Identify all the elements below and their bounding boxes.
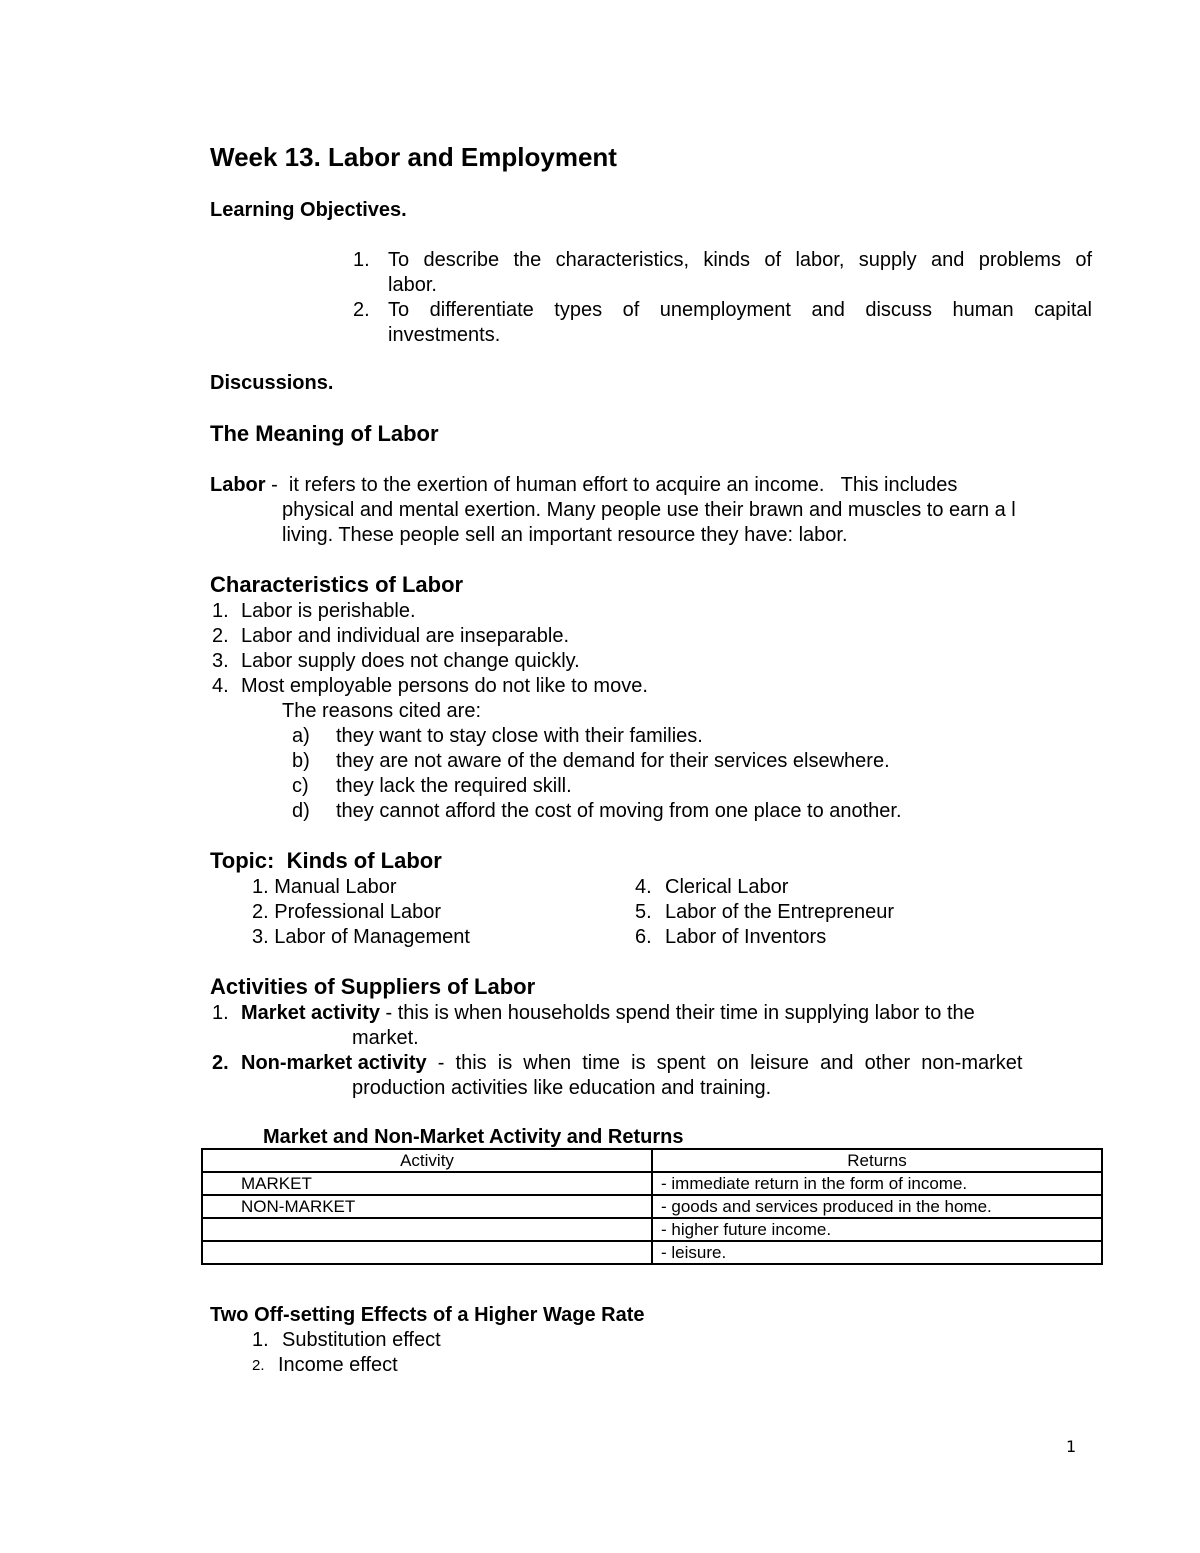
returns-cell: - immediate return in the form of income.: [652, 1172, 1102, 1195]
kind-6-text: Labor of Inventors: [665, 926, 827, 948]
reason-a-text: they want to stay close with their families.: [336, 725, 703, 747]
labor-definition-line3: living. These people sell an important resource they have: labor.: [282, 524, 848, 546]
returns-cell: - leisure.: [652, 1241, 1102, 1264]
objective-1-number: 1.: [353, 249, 370, 271]
activity-2-number: 2.: [212, 1052, 229, 1074]
objective-2-line2: investments.: [388, 324, 501, 346]
reason-b-text: they are not aware of the demand for their services elsewhere.: [336, 750, 890, 772]
discussions-heading: Discussions.: [210, 372, 334, 394]
characteristic-4-number: 4.: [212, 675, 229, 697]
activity-2-line2: production activities like education and training.: [352, 1077, 772, 1099]
reason-a-letter: a): [292, 725, 310, 747]
kind-4-text: Clerical Labor: [665, 876, 789, 898]
column-header-returns: Returns: [652, 1149, 1102, 1172]
activity-1-number: 1.: [212, 1002, 229, 1024]
reasons-intro: The reasons cited are:: [282, 700, 481, 722]
market-activity-text: - this is when households spend their time in supplying labor to the: [379, 1002, 975, 1024]
page-number: 1: [1066, 1437, 1077, 1456]
objective-2-line1: To differentiate types of unemployment and discuss human capital: [388, 299, 1092, 321]
table-header-row: [202, 1149, 1102, 1172]
objectives-heading: Learning Objectives.: [210, 199, 407, 221]
kind-6-number: 6.: [635, 926, 652, 948]
objective-2-number: 2.: [353, 299, 370, 321]
objective-1-line2: labor.: [388, 274, 437, 296]
labor-term: Labor: [210, 474, 266, 496]
wage-effect-1-number: 1.: [252, 1329, 269, 1351]
objective-1-line1: To describe the characteristics, kinds of labor, supply and problems of: [388, 249, 1092, 271]
reason-b-letter: b): [292, 750, 310, 772]
characteristic-4-text: Most employable persons do not like to move.: [241, 675, 648, 697]
activity-cell: [202, 1218, 652, 1241]
table-row: [202, 1241, 1102, 1264]
activities-heading: Activities of Suppliers of Labor: [210, 974, 536, 999]
wage-heading: Two Off-setting Effects of a Higher Wage Rate: [210, 1304, 645, 1326]
table-row: [202, 1218, 1102, 1241]
characteristics-heading: Characteristics of Labor: [210, 572, 464, 597]
returns-cell: - higher future income.: [652, 1218, 1102, 1241]
meaning-heading: The Meaning of Labor: [210, 421, 439, 446]
table-row: [202, 1172, 1102, 1195]
activity-1-line2: market.: [352, 1027, 419, 1049]
kind-2: 2. Professional Labor: [252, 901, 442, 923]
reason-c-letter: c): [292, 775, 309, 797]
kind-4-number: 4.: [635, 876, 652, 898]
wage-effect-1-text: Substitution effect: [282, 1329, 441, 1351]
characteristic-2-text: Labor and individual are inseparable.: [241, 625, 570, 647]
labor-definition-line1: [210, 473, 1092, 498]
reason-c-text: they lack the required skill.: [336, 775, 572, 797]
non-market-activity-text: - this is when time is spent on leisure and other non-market: [426, 1052, 1023, 1074]
activity-cell: [202, 1241, 652, 1264]
non-market-activity-term: Non-market activity: [241, 1052, 427, 1074]
characteristic-1-text: Labor is perishable.: [241, 600, 416, 622]
kind-3: 3. Labor of Management: [252, 926, 470, 948]
page-title: Week 13. Labor and Employment: [210, 142, 617, 172]
activity-cell: MARKET: [202, 1172, 652, 1195]
characteristic-1-number: 1.: [212, 600, 229, 622]
returns-table: [201, 1148, 1103, 1265]
table-row: [202, 1195, 1102, 1218]
characteristic-3-number: 3.: [212, 650, 229, 672]
activity-cell: NON-MARKET: [202, 1195, 652, 1218]
kind-1: 1. Manual Labor: [252, 876, 397, 898]
kind-5-text: Labor of the Entrepreneur: [665, 901, 895, 923]
reason-d-letter: d): [292, 800, 310, 822]
characteristic-2-number: 2.: [212, 625, 229, 647]
market-activity-term: Market activity: [241, 1002, 380, 1024]
kind-5-number: 5.: [635, 901, 652, 923]
table-caption: Market and Non-Market Activity and Returns: [263, 1126, 684, 1148]
wage-effect-2-number: 2.: [252, 1357, 265, 1374]
wage-effect-2-text: Income effect: [278, 1354, 398, 1376]
labor-definition-line2: physical and mental exertion. Many people use their brawn and muscles to earn a l: [282, 499, 1016, 521]
activity-1-line1: [241, 1001, 975, 1026]
column-header-activity: Activity: [202, 1149, 652, 1172]
reason-d-text: they cannot afford the cost of moving from one place to another.: [336, 800, 902, 822]
kinds-heading: Topic: Kinds of Labor: [210, 848, 442, 873]
characteristic-3-text: Labor supply does not change quickly.: [241, 650, 580, 672]
labor-definition-text: - it refers to the exertion of human effort to acquire an income. This includes: [265, 474, 958, 496]
returns-cell: - goods and services produced in the home.: [652, 1195, 1102, 1218]
activity-2-line1: [241, 1051, 1022, 1076]
